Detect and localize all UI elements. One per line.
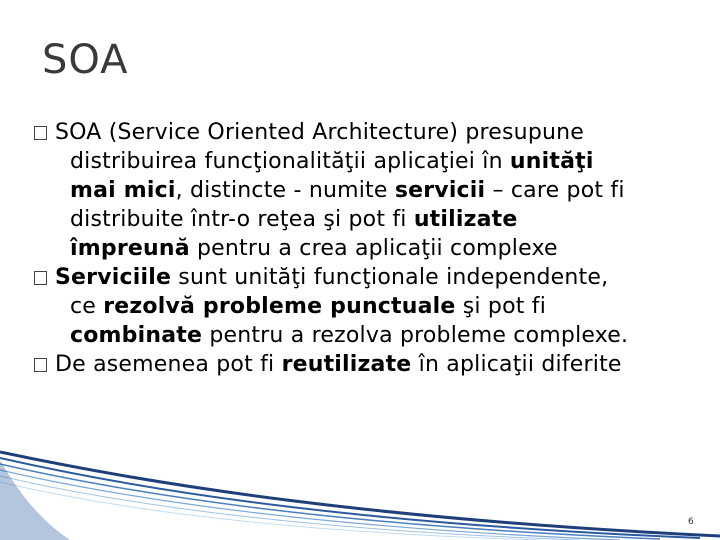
bold-text: mai mici [70, 178, 176, 203]
bullet-line [70, 176, 718, 205]
bullet-line [30, 350, 718, 379]
bold-text: rezolvă probleme punctuale [103, 294, 456, 319]
text-run: în aplicaţii diferite [411, 352, 622, 377]
bold-text: utilizate [413, 207, 518, 232]
text-run: De asemenea pot fi [55, 352, 282, 377]
bold-text: împreună [70, 236, 190, 261]
text-run: distribuirea funcţionalităţii aplicaţiei în [70, 149, 510, 174]
text-run: pentru a rezolva probleme complexe. [202, 323, 629, 348]
bullet-item [30, 263, 718, 350]
bold-text: unităţi [509, 149, 594, 174]
text-run: SOA (Service Oriented Architecture) presupune [55, 120, 585, 145]
bullet-line [70, 205, 718, 234]
square-bullet-icon [34, 358, 47, 372]
bold-text: servicii [394, 178, 486, 203]
bold-text: combinate [70, 323, 203, 348]
bullet-line [70, 321, 718, 350]
bullet-item [30, 350, 718, 379]
text-run: sunt unităţi funcţionale independente, [171, 265, 609, 290]
text-run: distribuite într-o reţea şi pot fi [70, 207, 414, 232]
bullet-line [70, 147, 718, 176]
bullet-item [30, 118, 718, 263]
square-bullet-icon [34, 271, 47, 285]
bold-text: reutilizate [281, 352, 412, 377]
page-number: 6 [688, 517, 694, 527]
bullet-line [30, 263, 718, 292]
slide-title: SOA [42, 37, 129, 83]
bullet-list [30, 118, 718, 379]
bullet-line [70, 234, 718, 263]
bold-text: Serviciile [55, 265, 172, 290]
decorative-wave-graphic [0, 440, 720, 540]
text-run: , distincte - numite [175, 178, 395, 203]
bullet-line [30, 118, 718, 147]
square-bullet-icon [34, 126, 47, 140]
text-run: şi pot fi [455, 294, 547, 319]
text-run: ce [70, 294, 104, 319]
text-run: – care pot fi [485, 178, 625, 203]
bullet-line [70, 292, 718, 321]
text-run: pentru a crea aplicaţii complexe [189, 236, 558, 261]
